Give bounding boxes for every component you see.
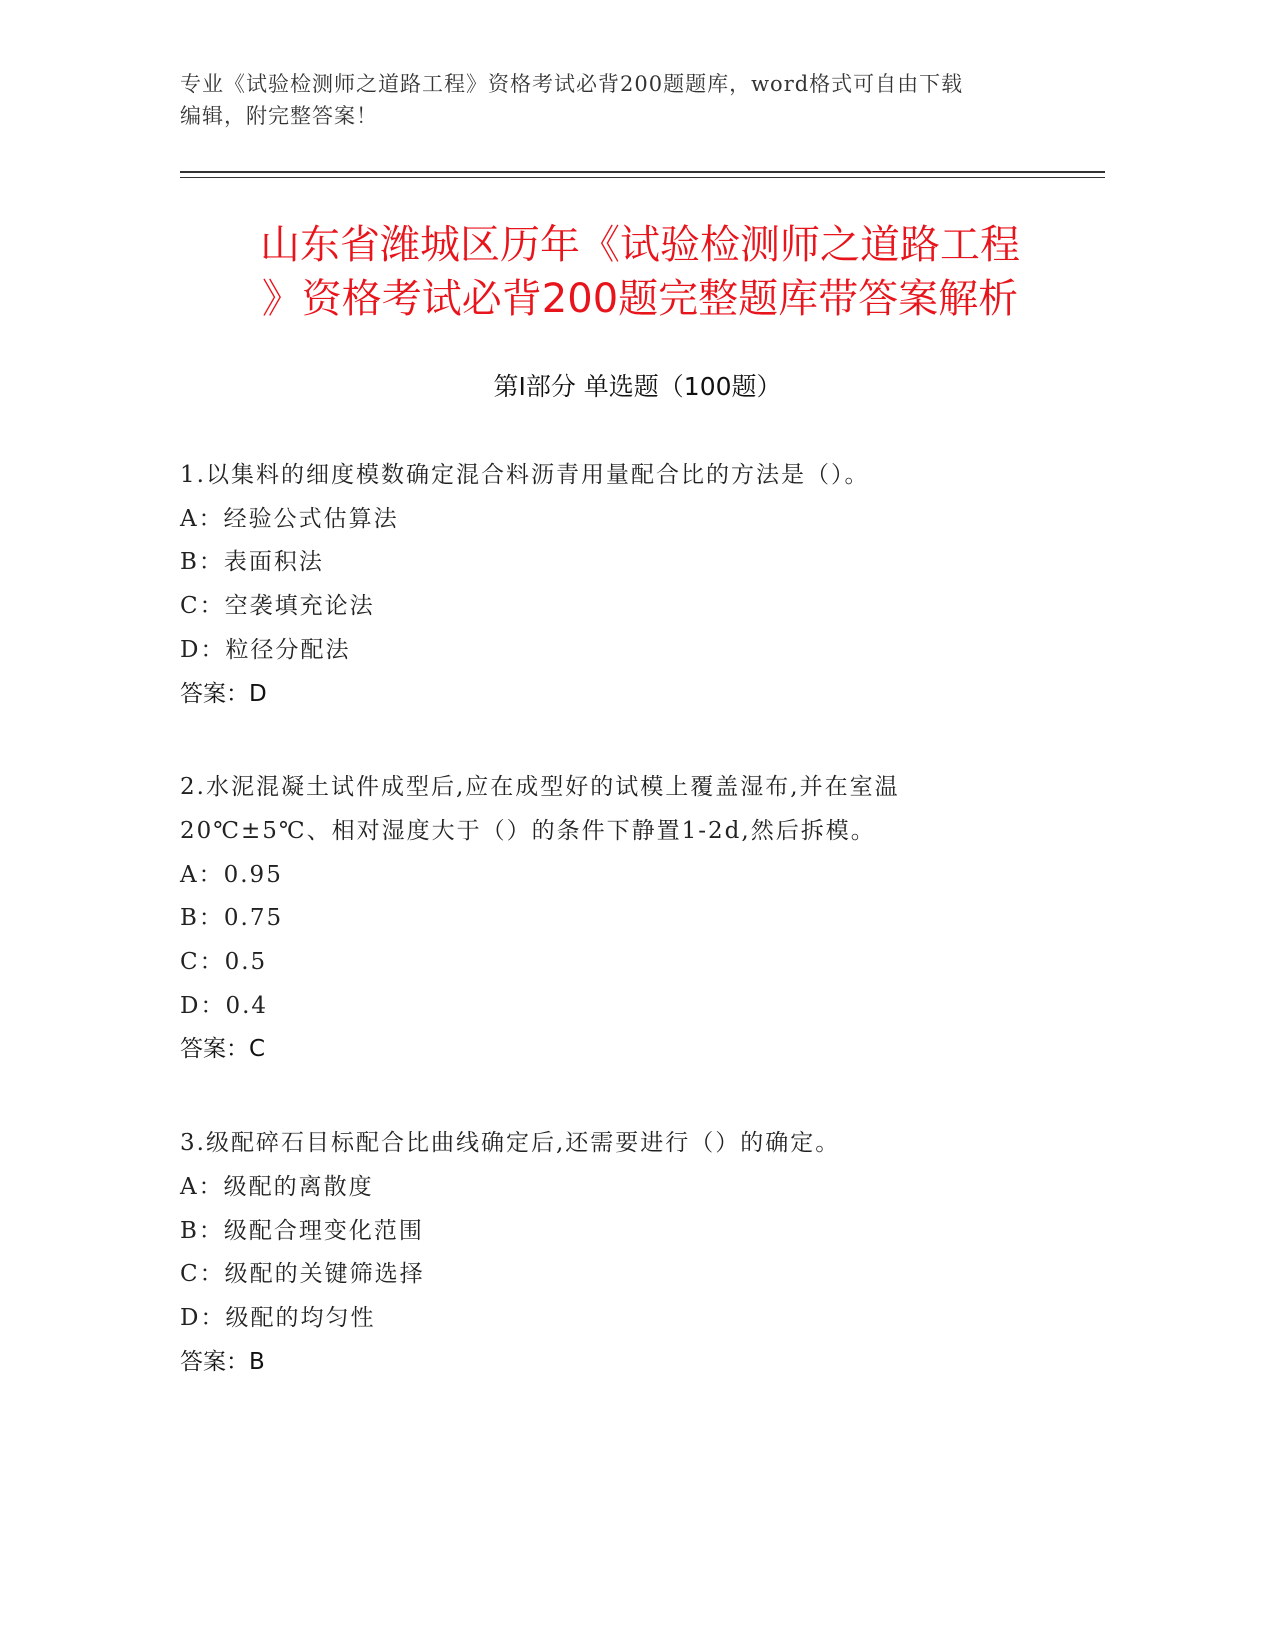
option-a: A：0.95	[180, 861, 283, 888]
question-text: 3.级配碎石目标配合比曲线确定后,还需要进行（）的确定。	[180, 1130, 841, 1157]
header-line-1: 专业《试验检测师之道路工程》资格考试必背200题题库，word格式可自由下载	[180, 72, 964, 96]
question-text: 1.以集料的细度模数确定混合料沥青用量配合比的方法是（）。	[180, 462, 870, 488]
option-b: B：0.75	[180, 905, 284, 932]
section-heading: 第Ⅰ部分 单选题（100题）	[493, 372, 782, 401]
option-d: D：级配的均匀性	[180, 1304, 376, 1331]
document-header-note	[180, 68, 1040, 132]
option-c: C：级配的关键筛选择	[180, 1261, 425, 1288]
question-text: 2.水泥混凝土试件成型后,应在成型好的试模上覆盖湿布,并在室温	[180, 774, 900, 801]
option-d: D：0.4	[180, 992, 269, 1019]
answer-line: 答案：C	[180, 1036, 266, 1063]
header-divider-thin	[180, 177, 1105, 178]
header-divider-thick	[180, 171, 1105, 173]
option-c: C：0.5	[180, 949, 268, 976]
option-b: B：级配合理变化范围	[180, 1217, 424, 1244]
option-a: A：经验公式估算法	[180, 505, 399, 532]
question-item	[180, 766, 1080, 1072]
option-b: B：表面积法	[180, 549, 324, 576]
answer-line: 答案：B	[180, 1348, 265, 1375]
question-item	[180, 454, 1080, 716]
question-item	[180, 1122, 1080, 1384]
title-line-2: 》资格考试必背200题完整题库带答案解析	[261, 276, 1019, 322]
option-a: A：级配的离散度	[180, 1173, 374, 1200]
option-d: D：粒径分配法	[180, 636, 351, 663]
question-list	[180, 454, 1080, 1434]
title-line-1: 山东省潍城区历年《试验检测师之道路工程	[260, 222, 1020, 268]
document-title	[180, 218, 1100, 326]
answer-line: 答案：D	[180, 680, 267, 707]
option-c: C：空袭填充论法	[180, 593, 375, 620]
question-text-continued: 20℃±5℃、相对湿度大于（）的条件下静置1-2d,然后拆模。	[180, 817, 876, 844]
header-line-2: 编辑，附完整答案！	[180, 104, 378, 128]
